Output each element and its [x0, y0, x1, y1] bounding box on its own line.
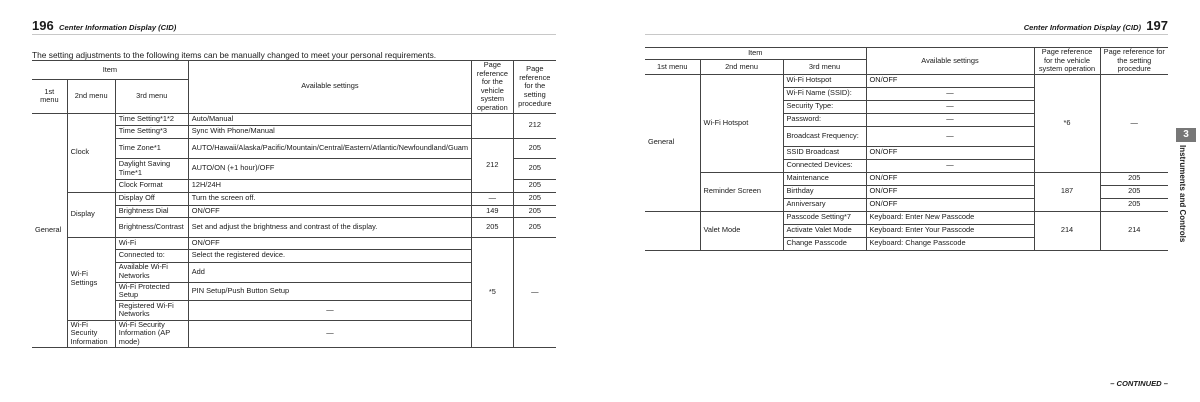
chapter-title: Instruments and Controls: [1178, 145, 1187, 243]
right-page-header: [645, 18, 1168, 35]
table-cell: Display Off: [115, 192, 188, 205]
menu2-valet-mode: Valet Mode: [700, 211, 783, 250]
table-cell: Birthday: [783, 185, 866, 198]
table-cell: —: [188, 300, 471, 320]
table-cell: —: [513, 237, 556, 347]
header-available: Available settings: [188, 61, 471, 114]
table-cell: 205: [513, 138, 556, 158]
table-cell: ON/OFF: [866, 74, 1034, 87]
header-ref-vehicle: Page reference for the vehicle system operation: [1034, 48, 1100, 75]
table-cell: PIN Setup/Push Button Setup: [188, 282, 471, 300]
header-ref-procedure: Page reference for the setting procedure: [513, 61, 556, 114]
header-menu3: 3rd menu: [783, 60, 866, 74]
table-cell: Password:: [783, 113, 866, 126]
table-cell: 212: [513, 113, 556, 138]
table-cell: Security Type:: [783, 100, 866, 113]
menu1-blank: [645, 211, 700, 250]
left-page-number: 196: [32, 18, 54, 33]
table-cell: Keyboard: Change Passcode: [866, 237, 1034, 250]
header-menu2: 2nd menu: [67, 79, 115, 113]
header-menu1: 1st menu: [32, 79, 67, 113]
menu2-clock: Clock: [67, 113, 115, 192]
table-cell: ON/OFF: [188, 205, 471, 217]
table-cell: 205: [513, 192, 556, 205]
table-cell: Sync With Phone/Manual: [188, 125, 471, 138]
table-cell: Keyboard: Enter New Passcode: [866, 211, 1034, 224]
table-cell: Time Setting*3: [115, 125, 188, 138]
table-cell: —: [866, 126, 1034, 146]
table-cell: Keyboard: Enter Your Passcode: [866, 224, 1034, 237]
right-page-title: Center Information Display (CID): [1023, 23, 1141, 32]
header-ref-procedure: Page reference for the setting procedure: [1100, 48, 1168, 75]
header-available: Available settings: [866, 48, 1034, 75]
table-cell: AUTO/Hawaii/Alaska/Pacific/Mountain/Central/Eastern/Atlantic/Newfoundland/Guam: [188, 138, 471, 158]
header-ref-vehicle: Page reference for the vehicle system operation: [472, 61, 514, 114]
table-cell: —: [472, 192, 514, 205]
table-cell: SSID Broadcast: [783, 146, 866, 159]
table-cell: [472, 113, 514, 138]
intro-text: The setting adjustments to the following items can be manually changed to meet your personal requirements.: [32, 50, 437, 60]
table-cell: Set and adjust the brightness and contrast of the display.: [188, 217, 471, 237]
menu2-reminder-screen: Reminder Screen: [700, 172, 783, 211]
table-cell: 214: [1034, 211, 1100, 250]
table-cell: 205: [1100, 198, 1168, 211]
table-cell: 205: [1100, 185, 1168, 198]
continued-label: – CONTINUED –: [1110, 379, 1168, 388]
table-cell: 205: [513, 158, 556, 179]
left-settings-table: [32, 60, 556, 348]
table-cell: Wi-Fi Name (SSID):: [783, 87, 866, 100]
table-cell: 205: [513, 205, 556, 217]
menu1-general: General: [32, 113, 67, 347]
table-cell: —: [188, 320, 471, 347]
table-cell: —: [866, 113, 1034, 126]
table-cell: 212: [472, 138, 514, 192]
table-cell: ON/OFF: [866, 185, 1034, 198]
table-cell: Connected Devices:: [783, 159, 866, 172]
table-cell: Clock Format: [115, 179, 188, 192]
right-settings-table: [645, 47, 1168, 251]
table-cell: Available Wi-Fi Networks: [115, 262, 188, 282]
table-cell: Turn the screen off.: [188, 192, 471, 205]
chapter-tab: 3: [1176, 128, 1196, 142]
table-cell: Anniversary: [783, 198, 866, 211]
table-cell: 12H/24H: [188, 179, 471, 192]
header-item: Item: [645, 48, 866, 60]
table-cell: —: [866, 159, 1034, 172]
table-cell: Auto/Manual: [188, 113, 471, 125]
table-cell: 205: [1100, 172, 1168, 185]
table-cell: *6: [1034, 74, 1100, 172]
table-cell: AUTO/ON (+1 hour)/OFF: [188, 158, 471, 179]
table-cell: Daylight Saving Time*1: [115, 158, 188, 179]
table-cell: Wi-Fi Security Information (AP mode): [115, 320, 188, 347]
table-cell: 205: [472, 217, 514, 237]
table-cell: *5: [472, 237, 514, 347]
header-menu2: 2nd menu: [700, 60, 783, 74]
table-cell: Wi-Fi: [115, 237, 188, 249]
left-page-header: [32, 18, 556, 35]
table-cell: Time Zone*1: [115, 138, 188, 158]
header-menu3: 3rd menu: [115, 79, 188, 113]
table-cell: Passcode Setting*7: [783, 211, 866, 224]
menu2-wifi-settings: Wi-Fi Settings: [67, 237, 115, 320]
table-cell: Brightness/Contrast: [115, 217, 188, 237]
table-cell: Wi-Fi Protected Setup: [115, 282, 188, 300]
table-cell: 205: [513, 179, 556, 192]
table-cell: Select the registered device.: [188, 249, 471, 262]
table-cell: ON/OFF: [866, 146, 1034, 159]
menu1-general: General: [645, 74, 700, 211]
left-page-title: Center Information Display (CID): [59, 23, 177, 32]
table-cell: Registered Wi-Fi Networks: [115, 300, 188, 320]
menu2-display: Display: [67, 192, 115, 237]
menu2-wifi-security: Wi-Fi Security Information: [67, 320, 115, 347]
table-cell: Connected to:: [115, 249, 188, 262]
table-cell: Add: [188, 262, 471, 282]
table-cell: Maintenance: [783, 172, 866, 185]
right-page-number: 197: [1146, 18, 1168, 33]
table-cell: Wi-Fi Hotspot: [783, 74, 866, 87]
table-cell: —: [1100, 74, 1168, 172]
table-cell: Time Setting*1*2: [115, 113, 188, 125]
table-cell: ON/OFF: [188, 237, 471, 249]
table-cell: —: [866, 87, 1034, 100]
table-cell: ON/OFF: [866, 198, 1034, 211]
table-cell: ON/OFF: [866, 172, 1034, 185]
table-cell: Activate Valet Mode: [783, 224, 866, 237]
table-cell: Change Passcode: [783, 237, 866, 250]
menu2-wifi-hotspot: Wi-Fi Hotspot: [700, 74, 783, 172]
table-cell: 214: [1100, 211, 1168, 250]
header-item: Item: [32, 61, 188, 80]
table-cell: 205: [513, 217, 556, 237]
table-cell: 187: [1034, 172, 1100, 211]
table-cell: Brightness Dial: [115, 205, 188, 217]
header-menu1: 1st menu: [645, 60, 700, 74]
table-cell: Broadcast Frequency:: [783, 126, 866, 146]
table-cell: 149: [472, 205, 514, 217]
table-cell: —: [866, 100, 1034, 113]
